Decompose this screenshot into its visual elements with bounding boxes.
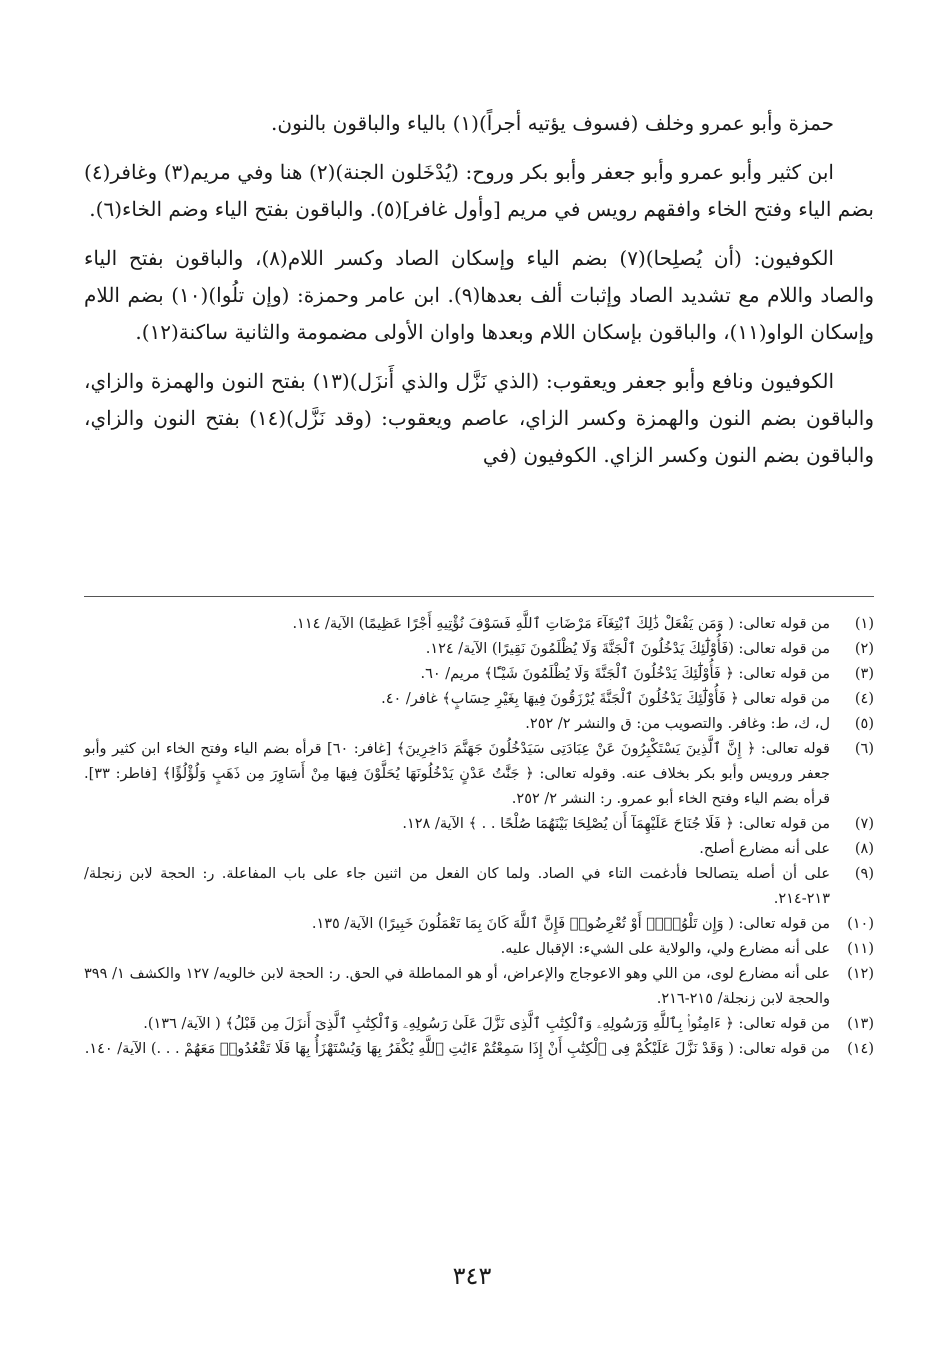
footnote-text: من قوله تعالى: ﴿ فَلَا جُنَاحَ عَلَيْهِمَآ أَن يُصْلِحَا بَيْنَهُمَا صُلْحًا . . ﴾ الآية/ ١٢٨. <box>402 816 830 832</box>
footnote <box>84 912 874 937</box>
footnote-number: (٥) <box>854 716 874 732</box>
footnote-number: (٣) <box>854 666 874 682</box>
footnote-number: (٤) <box>854 691 874 707</box>
footnote <box>84 837 874 862</box>
footnote-text: ل، ك، ط: وغافر. والتصويب من: ق والنشر ٢/ ٢٥٢. <box>525 716 830 732</box>
footnote-text: على أنه مضارع لوى، من اللي وهو الاعوجاج والإعراض، أو هو المماطلة في الحق. ر: الحجة لابن خالويه/ ١٢٧ والكشف ١/ ٣٩٩ والحجة لابن زنجلة/ ٢١٥-٢١٦. <box>84 966 830 1007</box>
footnote-number: (٦) <box>854 741 874 757</box>
footnote-number: (١) <box>854 616 874 632</box>
main-paragraph: ابن كثير وأبو عمرو وأبو جعفر وأبو بكر وروح: (يُدْخَلون الجنة)(٢) هنا وفي مريم(٣) وغافر(٤) بضم الياء وفتح الخاء وافقهم رويس في مريم [وأول غافر](٥). والباقون بفتح الياء وضم الخاء(٦). <box>84 160 874 221</box>
footnote <box>84 662 874 687</box>
footnote-text: على أنه مضارع ولي، والولاية على الشيء: الإقبال عليه. <box>500 941 830 957</box>
main-paragraph: الكوفيون ونافع وأبو جعفر ويعقوب: (الذي نَزَّل والذي أَنزَل)(١٣) بفتح النون والهمزة والزاي، والباقون بضم النون والهمزة وكسر الزاي، عاصم ويعقوب: (وقد نَزَّل)(١٤) بفتح النون والزاي، والباقون بضم النون وكسر الزاي. الكوفيون (في <box>84 369 875 467</box>
footnote <box>84 687 874 712</box>
footnote-number: (٩) <box>854 866 874 882</box>
footnote <box>84 812 874 837</box>
footnote-text: على أنه مضارع أصلح. <box>699 841 830 857</box>
footnote-number: (١١) <box>847 941 874 957</box>
footnote-text: من قوله تعالى: ( وَمَن يَفْعَلْ ذَٰلِكَ ٱبْتِغَآءَ مَرْضَاتِ ٱللَّهِ فَسَوْفَ نُؤْتِيهِ أَجْرًا عَظِيمًا) الآية/ ١١٤. <box>292 616 830 632</box>
footnote-number: (٧) <box>854 816 874 832</box>
footnote-text: من قوله تعالى: ( وَإِن تَلْوُۥٓا۟ أَوْ تُعْرِضُوا۟ فَإِنَّ ٱللَّهَ كَانَ بِمَا تَعْمَلُونَ خَبِيرًا) الآية/ ١٣٥. <box>311 916 830 932</box>
footnote <box>84 1037 874 1062</box>
footnote-text: قوله تعالى: ﴿ إِنَّ ٱلَّذِينَ يَسْتَكْبِرُونَ عَنْ عِبَادَتِى سَيَدْخُلُونَ جَهَنَّمَ دَاخِرِينَ﴾ [غافر: ٦٠] قرأه بضم الياء وفتح الخاء ابن كثير وأبو جعفر ورويس وأبو بكر بخلاف عنه. وقوله تعالى: ﴿ جَنَّٰتُ عَدْنٍ يَدْخُلُونَهَا يُحَلَّوْنَ فِيهَا مِنْ أَسَاوِرَ مِن ذَهَبٍ وَلُؤْلُؤًا﴾ [فاطر: ٣٣]. قرأه بضم الياء وفتح الخاء أبو عمرو. ر: النشر ٢/ ٢٥٢. <box>84 741 830 807</box>
footnote-text: من قوله تعالى: ﴿ فَأُوْلَٰٓئِكَ يَدْخُلُونَ ٱلْجَنَّةَ وَلَا يُظْلَمُونَ شَيْـًٔا﴾ مريم/ ٦٠. <box>420 666 830 682</box>
footnote-number: (١٢) <box>847 966 874 982</box>
page-number: ٣٤٣ <box>452 1262 492 1290</box>
footnote <box>84 737 874 812</box>
footnote <box>84 637 874 662</box>
footnote-number: (٨) <box>854 841 874 857</box>
footnote-text: من قوله تعالى: (فَأُوْلَٰٓئِكَ يَدْخُلُونَ ٱلْجَنَّةَ وَلَا يُظْلَمُونَ نَقِيرًا) الآية/ ١٢٤. <box>425 641 830 657</box>
footnote <box>84 937 874 962</box>
main-paragraph: حمزة وأبو عمرو وخلف (فسوف يؤتيه أجراً)(١) بالياء والباقون بالنون. <box>271 111 834 135</box>
main-text <box>84 105 874 486</box>
footnotes <box>84 612 874 1062</box>
footnote-text: من قوله تعالى: ﴿ ءَامِنُوا۟ بِٱللَّهِ وَرَسُولِهِۦ وَٱلْكِتَٰبِ ٱلَّذِى نَزَّلَ عَلَىٰ رَسُولِهِۦ وَٱلْكِتَٰبِ ٱلَّذِىٓ أَنزَلَ مِن قَبْلُ﴾ ( الآية/ ١٣٦). <box>143 1016 830 1032</box>
footnote-text: على أن أصله يتصالحا فأدغمت التاء في الصاد. ولما كان الفعل من اثنين جاء على باب المفاعلة. ر: الحجة لابن زنجلة/ ٢١٣-٢١٤. <box>84 866 830 907</box>
footnote-text: من قوله تعالى: ( وَقَدْ نَزَّلَ عَلَيْكُمْ فِى ٱلْكِتَٰبِ أَنْ إِذَا سَمِعْتُمْ ءَايَٰتِ ٱللَّهِ يُكْفَرُ بِهَا وَيُسْتَهْزَأُ بِهَا فَلَا تَقْعُدُوا۟ مَعَهُمْ . . .) الآية/ ١٤٠. <box>84 1041 830 1057</box>
footnote-number: (١٣) <box>847 1016 874 1032</box>
main-paragraph: الكوفيون: (أن يُصلِحا)(٧) بضم الياء وإسكان الصاد وكسر اللام(٨)، والباقون بفتح الياء والصاد واللام مع تشديد الصاد وإثبات ألف بعدها(٩). ابن عامر وحمزة: (وإن تلُوا)(١٠) بضم اللام وإسكان الواو(١١)، والباقون بإسكان اللام وبعدها واوان الأولى مضمومة والثانية ساكنة(١٢). <box>84 246 874 344</box>
footnote <box>84 612 874 637</box>
footnote-number: (٢) <box>854 641 874 657</box>
footnote-text: من قوله تعالى ﴿ فَأُوْلَٰٓئِكَ يَدْخُلُونَ ٱلْجَنَّةَ يُرْزَقُونَ فِيهَا بِغَيْرِ حِسَابٍ﴾ غافر/ ٤٠. <box>381 691 830 707</box>
footnote <box>84 962 874 1012</box>
footnote <box>84 1012 874 1037</box>
footnote <box>84 862 874 912</box>
footnote-number: (١٤) <box>847 1041 874 1057</box>
footnote <box>84 712 874 737</box>
footnote-number: (١٠) <box>847 916 874 932</box>
footnote-divider <box>84 596 874 597</box>
